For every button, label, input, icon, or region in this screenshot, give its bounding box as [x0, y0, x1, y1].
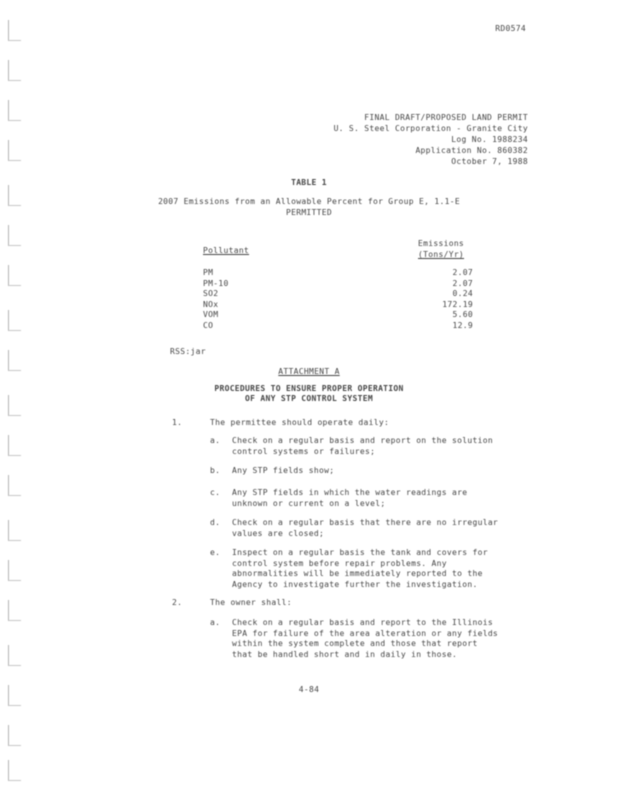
binding-mark: [8, 225, 21, 246]
item-letter: a.: [210, 618, 221, 627]
item-letter: c.: [210, 488, 221, 497]
page-number: 4-84: [298, 685, 320, 694]
table-caption: [0, 196, 618, 218]
table-row: [203, 300, 473, 311]
header-line: FINAL DRAFT/PROPOSED LAND PERMIT: [364, 113, 528, 122]
section-number: 2.: [172, 598, 183, 607]
emission-cell: 172.19: [442, 299, 473, 309]
table-row: [203, 268, 473, 279]
emissions-table: [203, 268, 473, 331]
procedure-title-line: OF ANY STP CONTROL SYSTEM: [245, 394, 373, 403]
document-code: RD0574: [495, 24, 526, 33]
item-text: Inspect on a regular basis the tank and covers for control system before repair problems. Any abnormalities will be immediately reported to the Agency to investigate further the investigation.: [232, 548, 488, 589]
table-row: [203, 310, 473, 321]
item-letter: b.: [210, 466, 221, 475]
binding-mark: [8, 20, 21, 41]
table-row: [203, 279, 473, 290]
pollutant-cell: PM-10: [203, 278, 229, 288]
pollutant-cell: PM: [203, 268, 214, 277]
binding-mark: [8, 475, 21, 496]
binding-mark: [8, 140, 21, 161]
item-letter: a.: [210, 436, 221, 445]
table-title: TABLE 1: [291, 178, 327, 187]
caption-line: PERMITTED: [285, 208, 333, 217]
binding-mark: [8, 60, 21, 81]
pollutant-cell: NOx: [203, 299, 219, 309]
header-line: Application No. 860382: [415, 146, 528, 155]
header-line: Log No. 1988234: [451, 135, 528, 144]
attachment-title: ATTACHMENT A: [278, 367, 340, 376]
item-text: Check on a regular basis and report to the Illinois EPA for failure of the area alteration or any fields within the system complete and those that report that be handled short and in daily in those.: [232, 618, 499, 659]
binding-mark: [8, 100, 21, 121]
initials-stamp: RSS:jar: [170, 347, 206, 356]
emission-cell: 5.60: [452, 310, 473, 319]
binding-mark: [8, 435, 21, 456]
binding-mark: [8, 310, 21, 331]
column-header-emissions: [418, 238, 464, 260]
procedure-title-line: PROCEDURES TO ENSURE PROPER OPERATION: [214, 384, 404, 393]
binding-mark: [8, 725, 21, 746]
table-row: [203, 321, 473, 332]
binding-mark: [8, 600, 21, 621]
item-text: Check on a regular basis and report on the solution control systems or failures;: [232, 436, 493, 456]
section-number: 1.: [172, 418, 183, 427]
header-line: U. S. Steel Corporation - Granite City: [333, 124, 528, 133]
emission-cell: 0.24: [452, 289, 473, 298]
header-line: October 7, 1988: [451, 157, 528, 166]
column-header-pollutant: Pollutant: [203, 246, 250, 255]
pollutant-cell: CO: [203, 320, 214, 330]
table-row: [203, 289, 473, 300]
column-header-line: Emissions: [418, 239, 465, 248]
item-text: Any STP fields in which the water readings are unknown or current on a level;: [232, 488, 468, 508]
binding-mark: [8, 645, 21, 666]
section-lead: The owner shall:: [210, 598, 292, 607]
item-text: Any STP fields show;: [232, 466, 335, 475]
column-header-line: (Tons/Yr): [418, 250, 465, 259]
item-letter: d.: [210, 518, 221, 527]
item-text: Check on a regular basis that there are no irregular values are closed;: [232, 518, 499, 538]
binding-mark: [8, 265, 21, 286]
pollutant-cell: SO2: [203, 289, 219, 298]
permit-header: [334, 112, 528, 167]
item-letter: e.: [210, 548, 221, 557]
caption-line: 2007 Emissions from an Allowable Percent for Group E, 1.1-E: [158, 197, 460, 206]
section-lead: The permittee should operate daily:: [210, 418, 390, 427]
binding-mark: [8, 520, 21, 541]
emission-cell: 12.9: [452, 320, 473, 330]
procedure-title: [0, 384, 618, 404]
binding-mark: [8, 560, 21, 581]
emission-cell: 2.07: [452, 268, 473, 277]
emission-cell: 2.07: [452, 278, 473, 288]
pollutant-cell: VOM: [203, 310, 219, 319]
binding-mark: [8, 760, 21, 781]
